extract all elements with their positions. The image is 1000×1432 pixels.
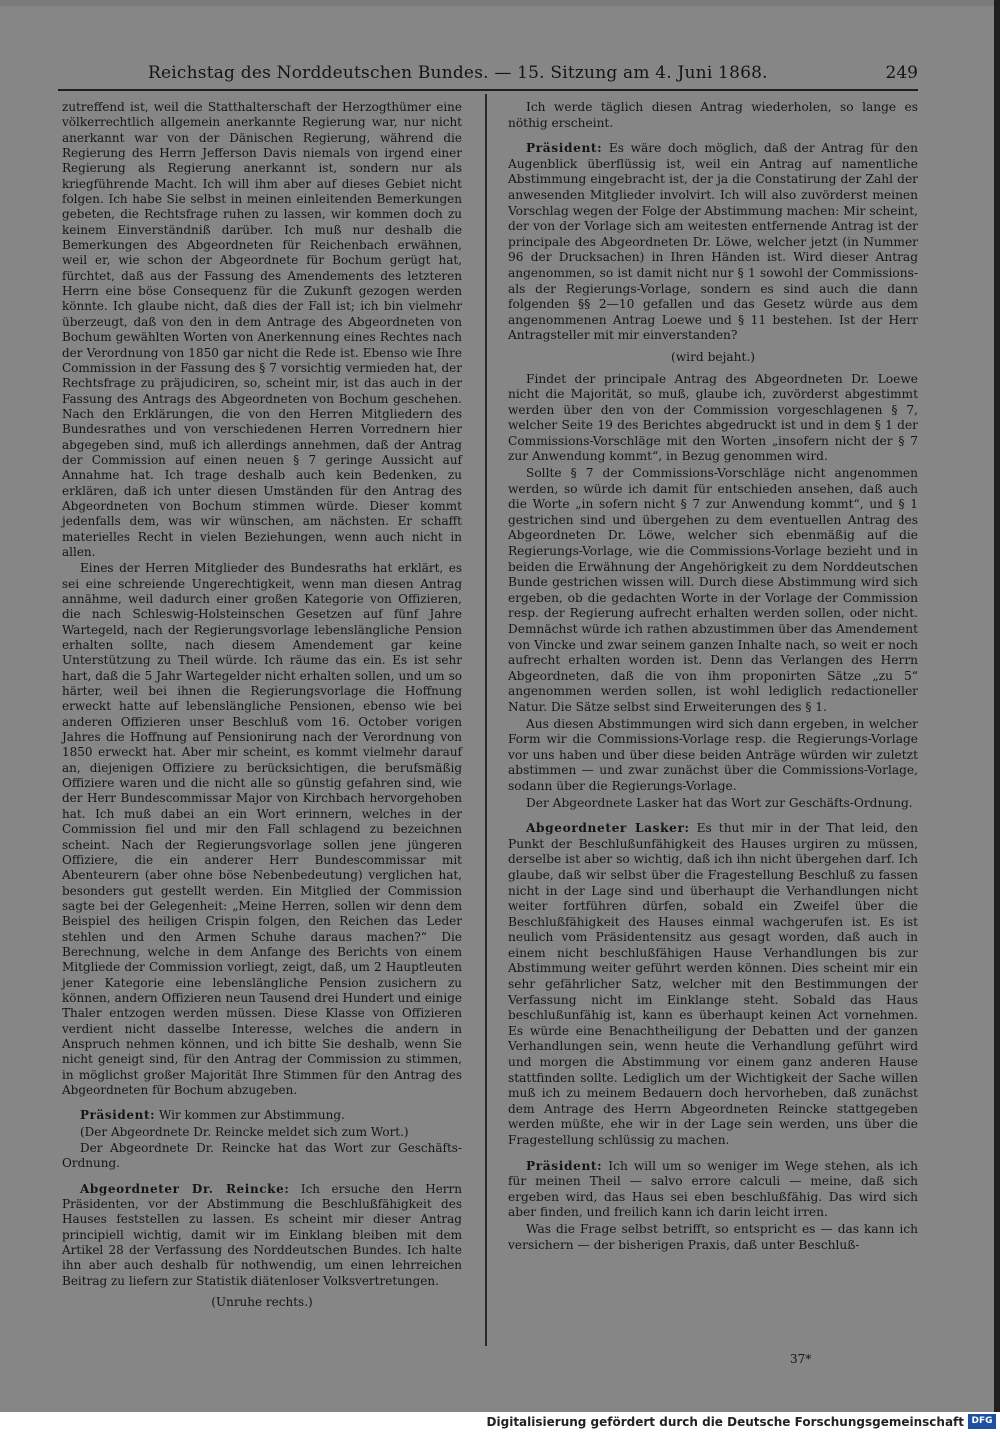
running-header [58, 60, 918, 86]
speaker-label: Abgeordneter Lasker: [526, 821, 690, 836]
speaker-label: Abgeordneter Dr. Reincke: [80, 1181, 290, 1196]
paragraph-text: Ich ersuche den Herrn Präsidenten, vor der Abstimmung die Beschlußfähigkeit des Hauses feststellen zu lassen. Es scheint mir dieser Antrag principiell wichtig, damit wir im Einklang bleiben mit dem Artikel 28 der Verfassung des Norddeutschen Bundes. Ich halte ihn aber auch deshalb für nothwendig, um einen lehrreichen Beitrag zu liefern zur Statistik diätenloser Volksvertretungen. [62, 1181, 462, 1288]
paragraph-text: Ich will um so weniger im Wege stehen, als ich für meinen Theil — salvo errore calculi — meine, daß sich ergeben wird, das Haus sei eben beschlußfähig. Das wird sich aber finden, und freilich kann ich darin leicht irren. [508, 1158, 918, 1220]
paragraph-text: Wir kommen zur Abstimmung. [155, 1108, 345, 1123]
paragraph [508, 466, 918, 716]
paragraph [508, 372, 918, 466]
paragraph [62, 1182, 462, 1289]
speaker-label: Präsident: [526, 1158, 603, 1173]
scan-edge-top [0, 0, 1000, 6]
paragraph [508, 796, 918, 812]
paragraph-text: Es wäre doch möglich, daß der Antrag für den Augenblick überflüssig ist, weil ein Antrag auf namentliche Abstimmung eingebracht ist, der ja die Constatirung der Zahl der anwesenden Mitglieder involvirt. Ich will also zuvörderst meinen Vorschlag wegen der Folge der Abstimmung machen: Mir scheint, der von der Vorlage sich am weitesten entfernende Antrag ist der principale des Abgeordneten Dr. Löwe, welcher jetzt (in Nummer 96 der Drucksachen) in Ihren Händen ist. Wird dieser Antrag angenommen, so ist damit nicht nur § 1 sowohl der Commissions- als der Regierungs-Vorlage, sondern es sind auch die dann folgenden §§ 2—10 gefallen und das Gesetz würde aus dem angenommenen Antrag Loewe und § 11 bestehen. Ist der Herr Antragsteller mit mir einverstanden? [508, 141, 918, 343]
footer-bar [0, 1412, 1000, 1432]
paragraph-text: Was die Frage selbst betrifft, so entspricht es — das kann ich versichern — der bisherigen Praxis, daß unter Beschluß- [508, 1221, 918, 1252]
paragraph [508, 1222, 918, 1253]
paragraph-text: Aus diesen Abstimmungen wird sich dann ergeben, in welcher Form wir die Commissions-Vorlage resp. die Regierungs-Vorlage vor uns haben und über diese beiden Anträge würden wir zuletzt abstimmen — und zwar zunächst über die Commissions-Vorlage, sodann über die Regierungs-Vorlage. [508, 716, 918, 793]
paragraph [508, 350, 918, 366]
right-column [508, 100, 918, 1254]
paragraph [508, 821, 918, 1148]
paragraph-text: Findet der principale Antrag des Abgeordneten Dr. Loewe nicht die Majorität, so muß, glaube ich, zuvörderst abgestimmt werden über den von der Commission vorgeschlagenen § 7, welcher Seite 19 des Berichtes abgedruckt ist und in dem § 1 der Commissions-Vorschläge mit den Worten „insofern nicht der § 7 zur Anwendung kommt“, in Bezug genommen wird. [508, 371, 918, 464]
paragraph [62, 1141, 462, 1172]
page-number: 249 [885, 63, 918, 83]
paragraph [62, 1295, 462, 1310]
paragraph-text: (Der Abgeordnete Dr. Reincke meldet sich zum Wort.) [80, 1124, 409, 1139]
paragraph [62, 100, 462, 560]
header-rule [58, 89, 918, 91]
paragraph-text: zutreffend ist, weil die Statthalterschaft der Herzogthümer eine völkerrechtlich allgemein anerkannte Regierung war, nur nicht anerkannt war von der Dänischen Regierung, während die Regierung des Herrn Jefferson Davis niemals von irgend einer Regierung als Regierung anerkannt ist, sondern nur als kriegführende Macht. Ich will ihm aber auf dieses Gebiet nicht folgen. Ich habe Sie selbst in meinen einleitenden Bemerkungen gebeten, die Rechtsfrage ruhen zu lassen, wir kommen doch zu keinem Einverständniß darüber. Ich muß nur deshalb die Bemerkungen des Abgeordneten für Reichenbach erwähnen, weil er, wie schon der Abgeordnete für Bochum gerügt hat, fürchtet, daß aus der Fassung des Amendements des letzteren Herrn eine böse Consequenz für die Zukunft gezogen werden könnte. Ich glaube nicht, daß dies der Fall ist; ich bin vielmehr überzeugt, daß von den in dem Antrage des Abgeordneten von Bochum gewählten Worten von Anerkennung eines Rechtes nach der Verordnung von 1850 gar nicht die Rede ist. Ebenso wie Ihre Commission in der Fassung des § 7 vorsichtig vermieden hat, der Rechtsfrage zu präjudiciren, so, scheint mir, ist das auch in der Fassung des Antrags des Abgeordneten von Bochum geschehen. Nach den Erklärungen, die von den Herren Mitgliedern des Bundesrathes und von verschiedenen Herren Vorrednern hier abgegeben sind, muß ich allerdings annehmen, daß der Antrag der Commission auf einen neuen § 7 geringe Aussicht auf Annahme hat. Ich trage deshalb auch kein Bedenken, zu erklären, daß ich unter diesen Umständen für den Antrag des Abgeordneten von Bochum stimmen würde. Dieser kommt jedenfalls dem, was wir wünschen, am nächsten. Er schafft materielles Recht in vielen Beziehungen, wenn auch nicht in allen. [62, 100, 462, 559]
speaker-label: Präsident: [526, 141, 603, 156]
paragraph-text: Der Abgeordnete Dr. Reincke hat das Wort zur Geschäfts-Ordnung. [62, 1141, 462, 1171]
paragraph [508, 1159, 918, 1221]
paragraph-text: (Unruhe rechts.) [211, 1295, 313, 1310]
paragraph [62, 1108, 462, 1123]
paragraph [62, 561, 462, 1098]
paragraph [508, 100, 918, 131]
paragraph-text: (wird bejaht.) [670, 349, 756, 364]
dfg-logo-icon: DFG [968, 1414, 996, 1429]
signature-mark: 37* [790, 1352, 812, 1366]
paragraph [62, 1125, 462, 1140]
paragraph-text: Der Abgeordnete Lasker hat das Wort zur Geschäfts-Ordnung. [526, 795, 913, 810]
speaker-label: Präsident: [80, 1108, 156, 1123]
paragraph [508, 717, 918, 795]
running-title: Reichstag des Norddeutschen Bundes. — 15. Sitzung am 4. Juni 1868. [148, 63, 768, 83]
paragraph-text: Eines der Herren Mitglieder des Bundesraths hat erklärt, es sei eine schreiende Ungerechtigkeit, wenn man diesen Antrag annähme, weil dadurch einer großen Kategorie von Offizieren, die nach Schleswig-Holsteinschen Gesetzen auf fünf Jahre Wartegeld, nach der Regierungsvorlage lebenslängliche Pension erhalten sollte, nach diesem Amendement gar keine Unterstützung zu Theil würde. Ich räume das ein. Es ist sehr hart, daß die 5 Jahr Wartegelder nicht erhalten sollen, und um so härter, weil bei ihnen die Regierungsvorlage die Hoffnung erweckt hatte auf lebenslängliche Pensionen, ebenso wie bei anderen Offizieren unser Beschluß vom 16. October vorigen Jahres die Hoffnung auf Pensionirung nach der Verordnung von 1850 erweckt hat. Aber mir scheint, es kommt vielmehr darauf an, diejenigen Offiziere zu berücksichtigen, die berufsmäßig Offiziere waren und die nicht alle so günstig gefahren sind, wie der Herr Bundescommissar Major von Kirchbach hervorgehoben hat. Ich muß dabei an ein Wort erinnern, welches in der Commission fiel und mir den Fall schlagend zu bezeichnen scheint. Nach der Regierungsvorlage sollen jene jüngeren Offiziere, die ein anderer Herr Bundescommissar mit Abenteurern (aber ohne böse Nebenbedeutung) verglichen hat, besonders gut gestellt werden. Ein Mitglied der Commission sagte bei der Gelegenheit: „Meine Herren, sollen wir denn dem Beispiel des heiligen Crispin folgen, den Reichen das Leder stehlen und den Armen Schuhe daraus machen?“ Die Berechnung, welche in dem Anfange des Berichts von einem Mitgliede der Commission vorliegt, zeigt, daß, um 2 Hauptleuten jener Kategorie eine lebenslängliche Pension zusichern zu können, andern Offizieren neun Tausend drei Hundert und einige Thaler entzogen werden müssen. Diese Klasse von Offizieren verdient nicht dasselbe Interesse, welches die andern in Anspruch nehmen können, und ich bitte Sie deshalb, wenn Sie nicht geneigt sind, für den Antrag der Commission zu stimmen, in möglichst großer Majorität Ihre Stimmen für den Antrag des Abgeordneten für Bochum abzugeben. [62, 561, 462, 1097]
scan-edge-right [994, 0, 1000, 1412]
footer-credit: Digitalisierung gefördert durch die Deutsche Forschungsgemeinschaft [486, 1415, 964, 1429]
paragraph [508, 141, 918, 344]
left-column [62, 100, 462, 1316]
paragraph-text: Ich werde täglich diesen Antrag wiederholen, so lange es nöthig erscheint. [508, 100, 918, 130]
column-divider [485, 94, 487, 1346]
paragraph-text: Sollte § 7 der Commissions-Vorschläge nicht angenommen werden, so würde ich damit für entschieden ansehen, daß auch die Worte „in sofern nicht § 7 zur Anwendung kommt“, und § 1 gestrichen sind und übergehen zu dem eventuellen Antrag des Abgeordneten Dr. Löwe, welcher sich ebenmäßig auf die Regierungs-Vorlage, wie die Commissions-Vorlage bezieht und in beiden die Erwähnung der Angehörigkeit zu dem Norddeutschen Bunde gestrichen wissen will. Durch diese Abstimmung wird sich ergeben, ob die gedachten Worte in der Vorlage der Commission resp. der Regierung aufrecht erhalten werden sollen, oder nicht. Demnächst würde ich rathen abzustimmen über das Amendement von Vincke und zwar seinem ganzen Inhalte nach, so weit er noch aufrecht erhalten worden ist. Denn das Verlangen des Herrn Abgeordneten, daß die von ihm proponirten Sätze „zu 5“ angenommen werden sollen, ist wohl lediglich redactioneller Natur. Die Sätze selbst sind Erweiterungen des § 1. [508, 466, 918, 714]
paragraph-text: Es thut mir in der That leid, den Punkt der Beschlußunfähigkeit des Hauses urgiren zu müssen, derselbe ist aber so wichtig, daß ich ihn nicht übergehen darf. Ich glaube, daß wir selbst über die Fragestellung Beschluß zu fassen nicht in der Lage sind und überhaupt die Verhandlungen nicht weiter fortführen dürfen, sobald ein Zweifel über die Beschlußfähigkeit des Hauses einmal wachgerufen ist. Es ist neulich vom Präsidentensitz aus gesagt worden, daß auch in einem nicht beschlußfähigen Hause Verhandlungen bis zur Abstimmung weiter geführt werden können. Dies scheint mir ein sehr gefährlicher Satz, welcher mit den Bestimmungen der Verfassung nicht im Einklange steht. Sobald das Haus beschlußunfähig ist, kann es überhaupt keinen Act vornehmen. Es würde eine Benachtheiligung der Debatten und der ganzen Verhandlungen sein, wenn heute die Verhandlung geführt wird und morgen die Abstimmung vor einem ganz anderen Hause stattfinden sollte. Lediglich um der Wichtigkeit der Sache willen muß ich zu meinem Bedauern doch hervorheben, daß zunächst dem Antrage des Herrn Abgeordneten Reincke stattgegeben werden müßte, ehe wir in der Lage sein werden, uns über die Fragestellung schlüssig zu machen. [508, 821, 918, 1147]
